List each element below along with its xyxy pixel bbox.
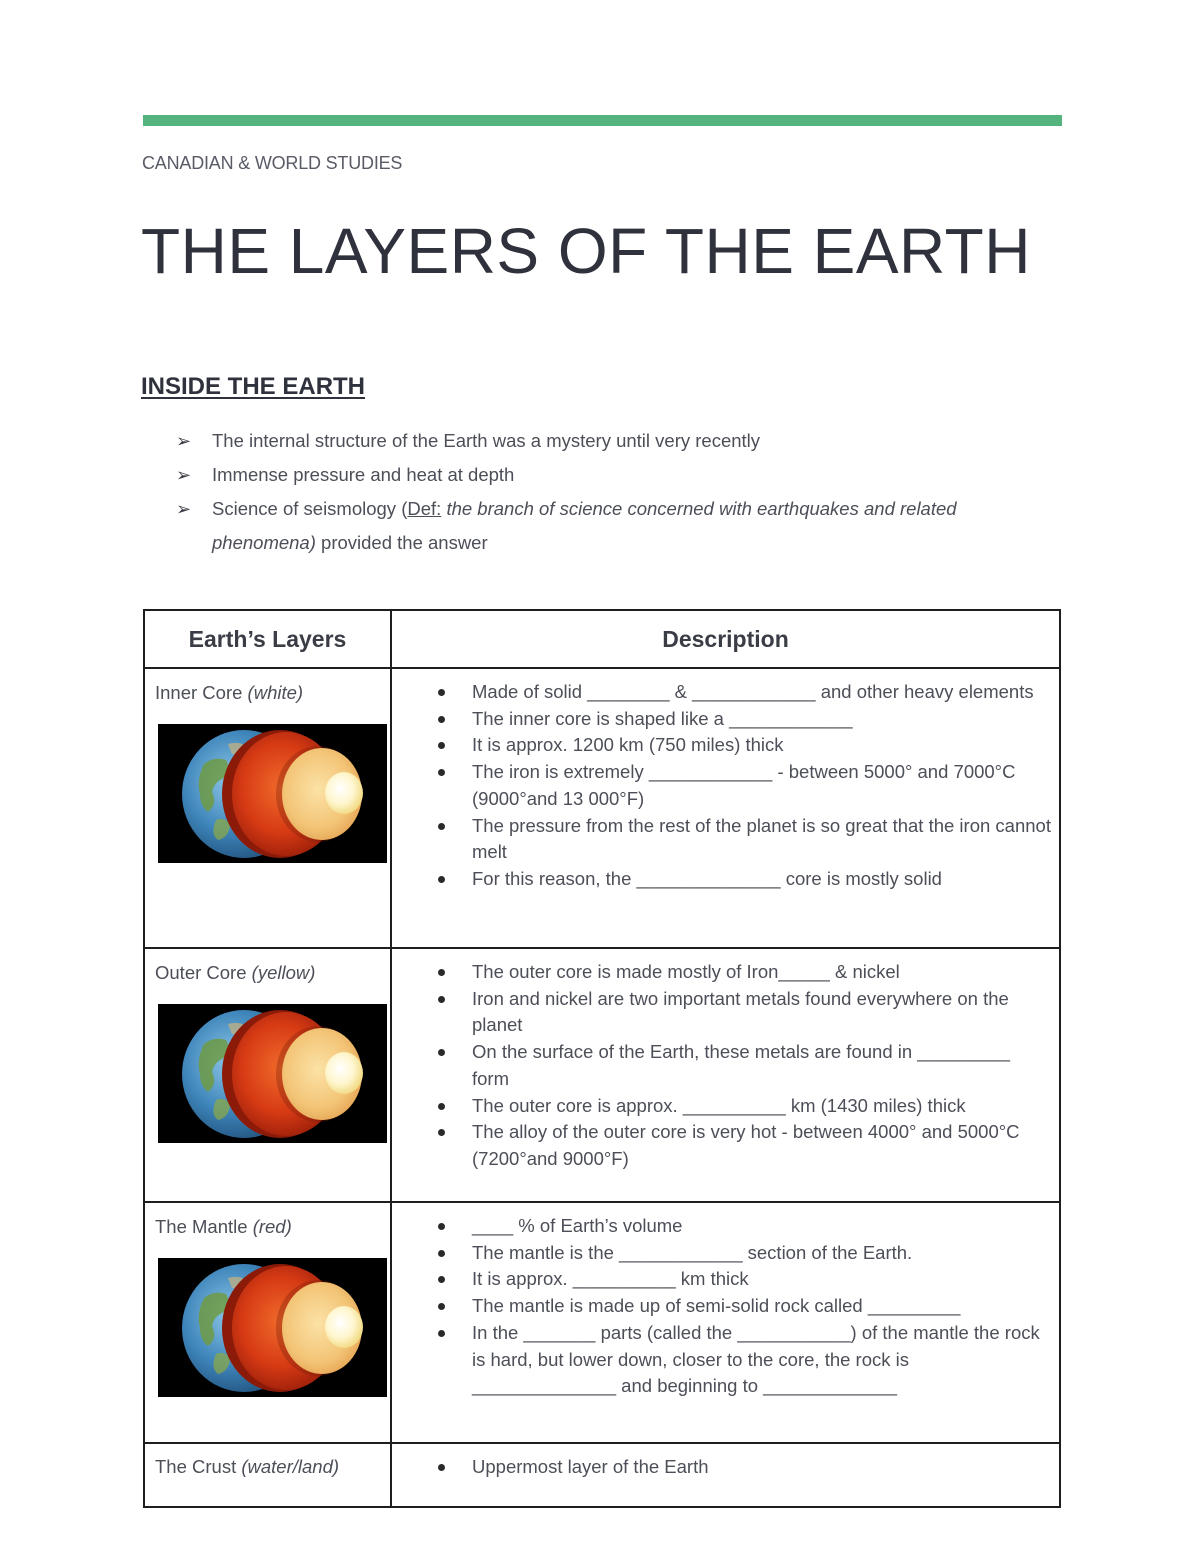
section-heading: INSIDE THE EARTH — [141, 373, 366, 400]
column-header-layers: Earth’s Layers — [144, 610, 391, 668]
layer-color-note: (yellow) — [251, 962, 316, 983]
arrowhead-bullet-icon: ➢ — [176, 499, 192, 519]
description-item: Iron and nickel are two important metals found everywhere on the planet — [432, 986, 1051, 1039]
intro-bullet — [176, 424, 1036, 458]
layer-color-note: (white) — [247, 682, 304, 703]
description-cell — [391, 668, 1060, 948]
description-item: The pressure from the rest of the planet is so great that the iron cannot melt — [432, 813, 1051, 866]
description-item: The inner core is shaped like a ____________ — [432, 706, 1051, 733]
header-accent-rule — [143, 115, 1062, 126]
seismology-lead: Science of seismology ( — [212, 498, 408, 519]
description-list — [432, 679, 1051, 893]
intro-bullet — [176, 492, 1036, 560]
earth-layers-table — [143, 609, 1061, 1508]
table-row — [144, 668, 1060, 948]
description-item: Uppermost layer of the Earth — [432, 1454, 1051, 1481]
layer-cell — [144, 1202, 391, 1443]
description-cell — [391, 948, 1060, 1202]
description-item: The alloy of the outer core is very hot - between 4000° and 5000°C (7200°and 9000°F) — [432, 1119, 1051, 1172]
intro-bullet-text: Immense pressure and heat at depth — [212, 464, 515, 485]
layer-name: Outer Core — [155, 962, 252, 983]
description-item: Made of solid ________ & ____________ and other heavy elements — [432, 679, 1051, 706]
description-list — [432, 1454, 1051, 1481]
table-row — [144, 1443, 1060, 1507]
seismology-tail: provided the answer — [315, 532, 488, 553]
layer-cell — [144, 948, 391, 1202]
definition-label: Def: — [407, 498, 442, 519]
earth-cross-section-image — [158, 1258, 387, 1397]
intro-bullet-text: The internal structure of the Earth was a mystery until very recently — [212, 430, 761, 451]
table-row — [144, 948, 1060, 1202]
layer-cell — [144, 1443, 391, 1507]
description-item: The mantle is made up of semi-solid rock called _________ — [432, 1293, 1051, 1320]
layer-color-note: (red) — [252, 1216, 292, 1237]
description-list — [432, 1213, 1051, 1400]
column-header-description: Description — [391, 610, 1060, 668]
layer-name: The Mantle — [155, 1216, 253, 1237]
description-cell — [391, 1443, 1060, 1507]
description-list — [432, 959, 1051, 1173]
page-title: THE LAYERS OF THE EARTH — [141, 215, 1031, 287]
intro-bullet — [176, 458, 1036, 492]
description-item: In the _______ parts (called the ___________) of the mantle the rock is hard, but lower down, closer to the core, the rock is ______________ and beginning to _____________ — [432, 1320, 1051, 1400]
description-item: The iron is extremely ____________ - between 5000° and 7000°C (9000°and 13 000°F) — [432, 759, 1051, 812]
arrowhead-bullet-icon: ➢ — [176, 431, 192, 451]
description-item: The outer core is made mostly of Iron_____ & nickel — [432, 959, 1051, 986]
layer-name: Inner Core — [155, 682, 248, 703]
description-item: The mantle is the ____________ section of the Earth. — [432, 1240, 1051, 1267]
description-item: It is approx. __________ km thick — [432, 1266, 1051, 1293]
table-row — [144, 1202, 1060, 1443]
layer-cell — [144, 668, 391, 948]
earth-cross-section-image — [158, 1004, 387, 1143]
arrowhead-bullet-icon: ➢ — [176, 465, 192, 485]
course-subject: CANADIAN & WORLD STUDIES — [142, 153, 403, 173]
description-item: The outer core is approx. __________ km (1430 miles) thick — [432, 1093, 1051, 1120]
layer-name: The Crust — [155, 1456, 242, 1477]
description-item: It is approx. 1200 km (750 miles) thick — [432, 732, 1051, 759]
description-cell — [391, 1202, 1060, 1443]
intro-bullet-list — [176, 424, 1036, 560]
earth-cross-section-image — [158, 724, 387, 863]
description-item: For this reason, the ______________ core is mostly solid — [432, 866, 1051, 893]
description-item: On the surface of the Earth, these metals are found in _________ form — [432, 1039, 1051, 1092]
seismology-definition: the branch of science concerned with earthquakes and related phenomena) — [212, 498, 957, 553]
description-item: ____ % of Earth’s volume — [432, 1213, 1051, 1240]
layer-color-note: (water/land) — [241, 1456, 340, 1477]
